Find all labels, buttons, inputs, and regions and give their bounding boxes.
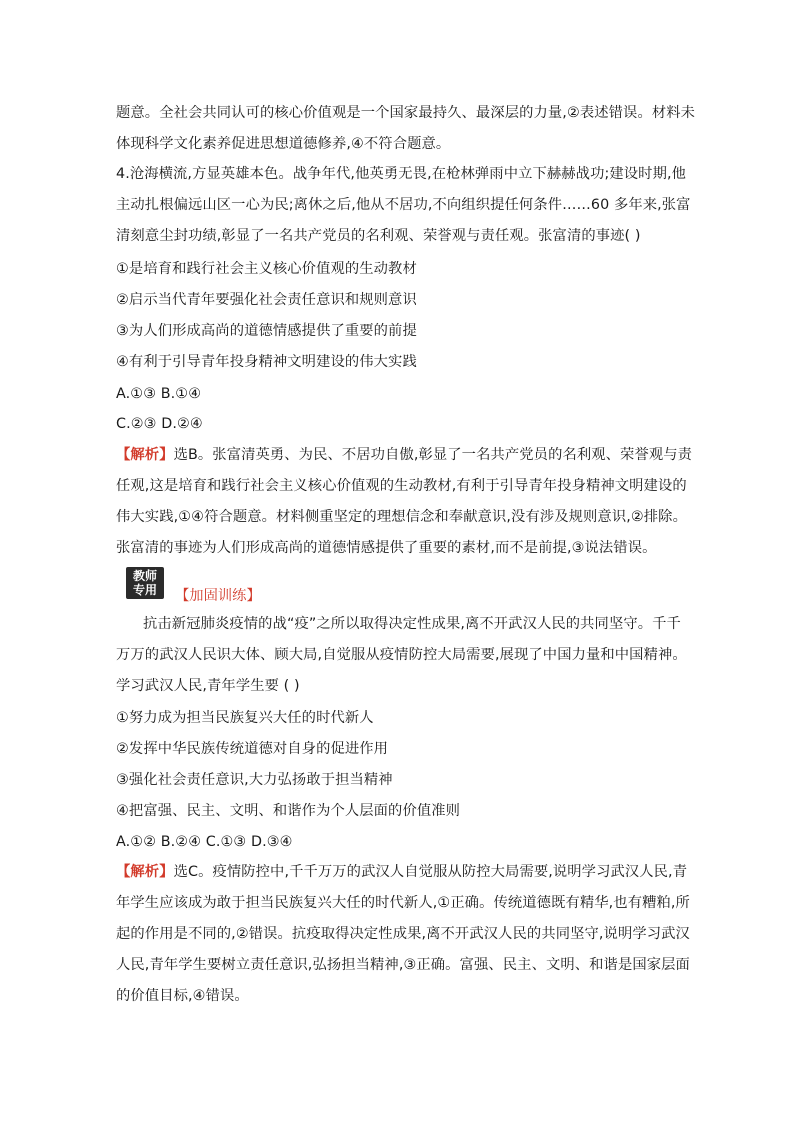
extra-question-analysis-line-5: 的价值目标,④错误。 xyxy=(116,988,249,1004)
extra-question-item-2: ②发挥中华民族传统道德对自身的促进作用 xyxy=(116,741,389,757)
analysis-tag: 【解析】 xyxy=(116,864,174,880)
extra-training-label: 【加固训练】 xyxy=(175,588,261,604)
question-4-analysis-line-2: 任观,这是培育和践行社会主义核心价值观的生动教材,有利于引导青年投身精神文明建设的 xyxy=(116,478,687,494)
badge-line-1: 教师 xyxy=(132,569,157,583)
extra-question-options: A.①② B.②④ C.①③ D.③④ xyxy=(116,834,293,850)
extra-question-analysis-line-1 xyxy=(116,862,687,882)
extra-question-stem-line-2: 万万的武汉人民识大体、顾大局,自觉服从疫情防控大局需要,展现了中国力量和中国精神。 xyxy=(116,647,687,663)
extra-question-item-3: ③强化社会责任意识,大力弘扬敢于担当精神 xyxy=(116,772,393,788)
extra-question-analysis-line-2: 年学生应该成为敢于担当民族复兴大任的时代新人,①正确。传统道德既有精华,也有糟粕,所 xyxy=(116,895,690,911)
question-4-options-row-1: A.①③ B.①④ xyxy=(116,386,202,402)
question-4-stem-line-3: 清刻意尘封功绩,彰显了一名共产党员的名利观、荣誉观与责任观。张富清的事迹( ) xyxy=(116,228,641,244)
extra-question-analysis-line-4: 人民,青年学生要树立责任意识,弘扬担当精神,③正确。富强、民主、文明、和谐是国家层面 xyxy=(116,957,690,973)
analysis-text: 选B。张富清英勇、为民、不居功自傲,彰显了一名共产党员的名利观、荣誉观与责 xyxy=(173,447,693,463)
extra-question-item-4: ④把富强、民主、文明、和谐作为个人层面的价值准则 xyxy=(116,803,461,819)
question-4-analysis-line-3: 伟大实践,①④符合题意。材料侧重坚定的理想信念和奉献意识,没有涉及规则意识,②排除。 xyxy=(116,509,687,525)
question-4-item-2: ②启示当代青年要强化社会责任意识和规则意识 xyxy=(116,292,417,308)
question-4-item-1: ①是培育和践行社会主义核心价值观的生动教材 xyxy=(116,261,417,277)
extra-question-item-1: ①努力成为担当民族复兴大任的时代新人 xyxy=(116,710,374,726)
analysis-text: 选C。疫情防控中,千千万万的武汉人自觉服从防控大局需要,说明学习武汉人民,青 xyxy=(173,864,688,880)
question-4-options-row-2: C.②③ D.②④ xyxy=(116,416,203,432)
extra-question-stem-line-1: 抗击新冠肺炎疫情的战“疫”之所以取得决定性成果,离不开武汉人民的共同坚守。千千 xyxy=(143,616,681,632)
question-4-analysis-line-1 xyxy=(116,445,692,465)
question-4-analysis-line-4: 张富清的事迹为人们形成高尚的道德情感提供了重要的素材,而不是前提,③说法错误。 xyxy=(116,540,657,556)
analysis-tag: 【解析】 xyxy=(116,447,174,463)
teacher-only-badge xyxy=(126,567,164,599)
question-4-item-3: ③为人们形成高尚的道德情感提供了重要的前提 xyxy=(116,323,417,339)
prev-explanation-line-1: 题意。全社会共同认可的核心价值观是一个国家最持久、最深层的力量,②表述错误。材料未 xyxy=(116,105,696,121)
extra-question-stem-line-3: 学习武汉人民,青年学生要 ( ) xyxy=(116,678,300,694)
badge-line-2: 专用 xyxy=(132,583,157,597)
extra-question-analysis-line-3: 起的作用是不同的,②错误。抗疫取得决定性成果,离不开武汉人民的共同坚守,说明学习武汉 xyxy=(116,926,690,942)
question-4-stem-line-1: 4.沧海横流,方显英雄本色。战争年代,他英勇无畏,在枪林弹雨中立下赫赫战功;建设时期,他 xyxy=(116,166,687,182)
prev-explanation-line-2: 体现科学文化素养促进思想道德修养,④不符合题意。 xyxy=(116,136,451,152)
question-4-item-4: ④有利于引导青年投身精神文明建设的伟大实践 xyxy=(116,354,417,370)
question-4-stem-line-2: 主动扎根偏远山区一心为民;离休之后,他从不居功,不向组织提任何条件……60 多年来,张富 xyxy=(116,197,691,213)
